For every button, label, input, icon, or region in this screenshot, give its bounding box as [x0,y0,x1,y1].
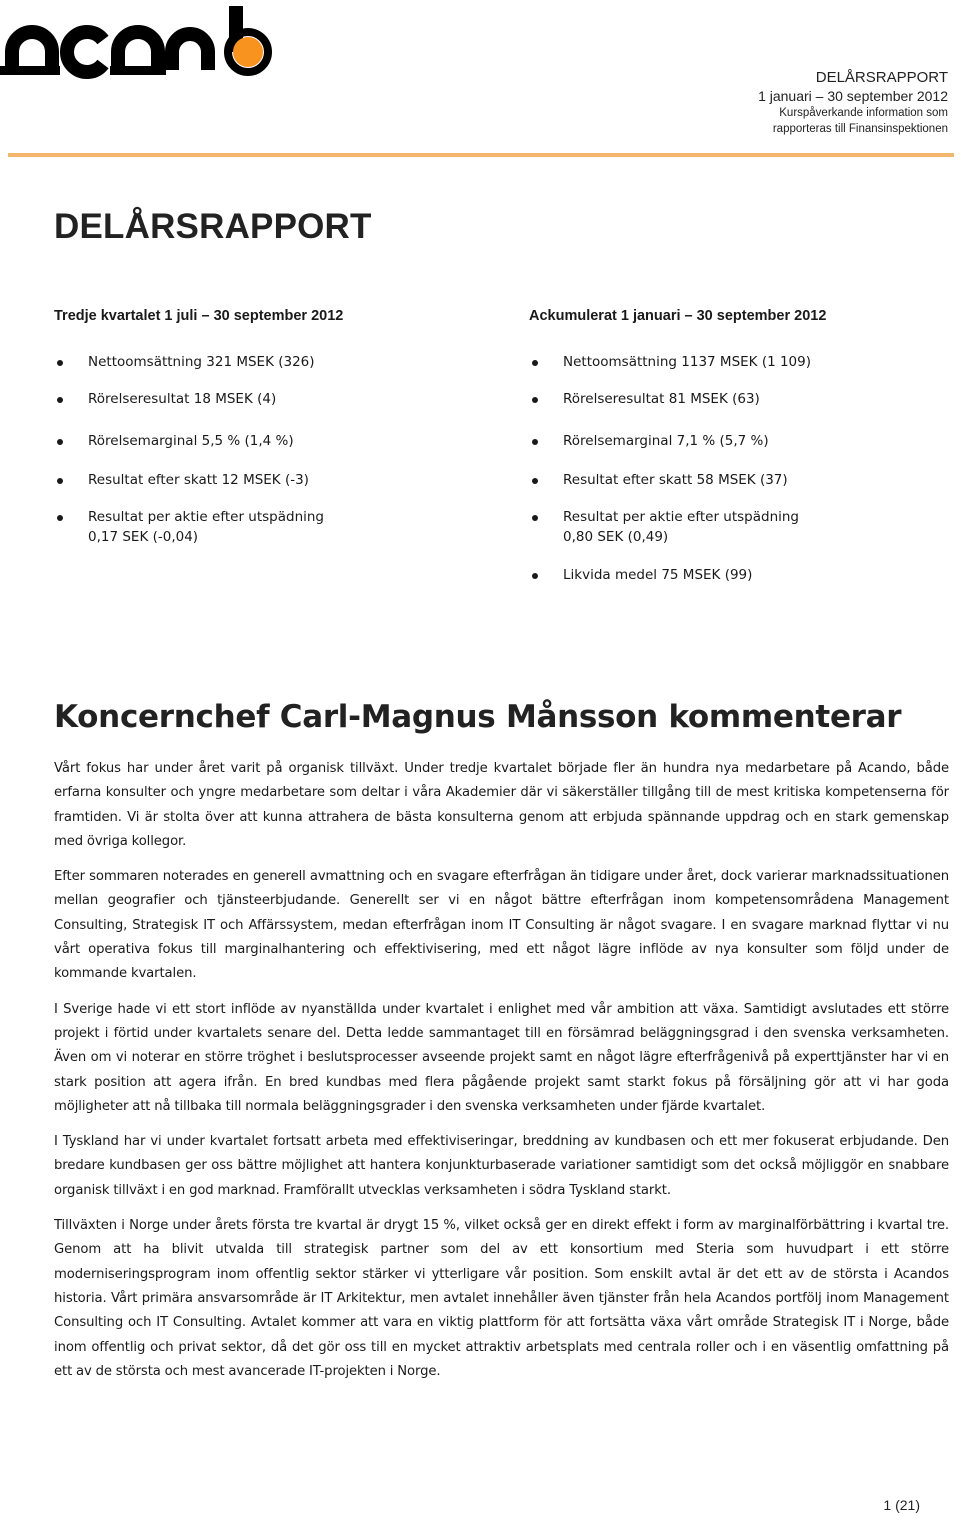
accumulated-highlights [529,306,929,583]
paragraph: I Sverige hade vi ett stort inflöde av nyanställda under kvartalet i enlighet med vår ambition att växa. Samtidigt avslutades ett större projekt i förtid under kvartalets senare del. Detta ledde sammantaget till en försämrad beläggningsgrad i den svenska verksamheten. Även om vi noterar en större tröghet i beslutsprocesser avseende projekt samt en något lägre efterfrågenivå på experttjänster har vi en stark position att agera ifrån. En bred kundbas med flera pågående projekt samt starkt fokus på försäljning gör att vi har goda möjligheter att nå tillbaka till normala beläggningsgrader i den svenska verksamheten under fjärde kvartalet. [54,1001,949,1114]
bullet-icon [532,360,538,366]
header-note-line1: Kurspåverkande information som [779,107,948,119]
header-note-line2: rapporteras till Finansinspektionen [772,123,948,135]
quarter-heading: Tredje kvartalet 1 juli – 30 september 2012 [54,308,344,324]
paragraph: Efter sommaren noterades en generell avmattning och en svagare efterfrågan än tidigare under året, dock varierar marknadssituationen mellan geografier och tjänsteerbjudande. Generellt ser vi en något bättre efterfrågan inom kompetensområdena Management Consulting, Strategisk IT och Affärssystem, medan efterfrågan inom IT Consulting är något svagare. I en svagare marknad flyttar vi nu vårt operativa fokus till marginalhantering och effektivisering, med ett något lägre inflöde av nya konsulter som följd under de kommande kvartalen. [54,869,949,982]
list-item: Resultat efter skatt 58 MSEK (37) [529,470,929,490]
list-item: Likvida medel 75 MSEK (99) [529,565,929,585]
bullet-icon [532,439,538,445]
ceo-section-title: Koncernchef Carl-Magnus Månsson kommenterar [54,699,902,735]
list-item: Nettoomsättning 321 MSEK (326) [54,352,454,372]
paragraph: Tillväxten i Norge under årets första tre kvartal är drygt 15 %, vilket också ger en direkt effekt i form av marginalförbättring i kvartal tre. Genom att ha blivit utvalda till strategisk partner som del av ett konsortium med Steria som huvudpart i ett större moderniseringsprogram inom offentlig sektor stärker vi ytterligare vår position. Som enskilt avtal är det ett av de största i Acandos historia. Vårt primära ansvarsområde är IT Arkitektur, men avtalet innehåller även tjänster från hela Acandos portfölj inom Management Consulting och IT Consulting. Avtalet kommer att vara en viktig plattform för att fortsätta växa vårt område Strategisk IT i Norge, både inom offentlig och privat sektor, då det gör oss till en mycket attraktiv arbetsplats med centrala roller och i en väsentlig omfattning på ett av de största och mest avancerade IT-projekten i Norge. [54,1218,949,1379]
accumulated-heading: Ackumulerat 1 januari – 30 september 2012 [529,308,827,324]
list-item: Rörelsemarginal 5,5 % (1,4 %) [54,431,454,451]
list-item: Resultat per aktie efter utspädning 0,17 SEK (-0,04) [54,507,454,547]
bullet-icon [532,397,538,403]
quarter-highlights [54,306,454,545]
bullet-icon [532,478,538,484]
list-item: Nettoomsättning 1137 MSEK (1 109) [529,352,929,372]
logo-orange-dot [233,37,263,67]
acando-logo [0,0,280,84]
bullet-icon [57,515,63,521]
bullet-icon [57,397,63,403]
ceo-comment-body [54,757,949,1384]
list-item: Resultat per aktie efter utspädning 0,80 SEK (0,49) [529,507,929,547]
header-period: 1 januari – 30 september 2012 [758,88,948,104]
list-item: Rörelseresultat 81 MSEK (63) [529,389,929,409]
paragraph: I Tyskland har vi under kvartalet fortsatt arbeta med effektiviseringar, breddning av kundbasen och ett mer fokuserat erbjudande. Den bredare kundbasen ger oss bättre möjlighet att hantera konjunkturbaserade variationer samtidigt som det också möjliggör en snabbare organisk tillväxt i en god marknad. Framförallt utvecklas verksamheten i södra Tyskland starkt. [54,1134,949,1198]
bullet-icon [57,478,63,484]
page-number: 1 (21) [883,1497,920,1513]
list-item: Rörelsemarginal 7,1 % (5,7 %) [529,431,929,451]
header-report-title: DELÅRSRAPPORT [815,69,948,86]
list-item: Rörelseresultat 18 MSEK (4) [54,389,454,409]
document-title: DELÅRSRAPPORT [54,207,372,246]
header-meta [758,68,948,137]
bullet-icon [57,360,63,366]
list-item: Resultat efter skatt 12 MSEK (-3) [54,470,454,490]
bullet-icon [57,439,63,445]
header-divider [8,153,954,157]
bullet-icon [532,573,538,579]
paragraph: Vårt fokus har under året varit på organisk tillväxt. Under tredje kvartalet började fler än hundra nya medarbetare på Acando, både erfarna konsulter och yngre medarbetare som deltar i våra Akademier där vi säkerställer tillgång till de mest kritiska kompetenserna för framtiden. Vi är stolta över att kunna attrahera de bästa konsulterna genom att erbjuda spännande uppdrag och en stark gemenskap med övriga kollegor. [54,761,949,849]
bullet-icon [532,515,538,521]
